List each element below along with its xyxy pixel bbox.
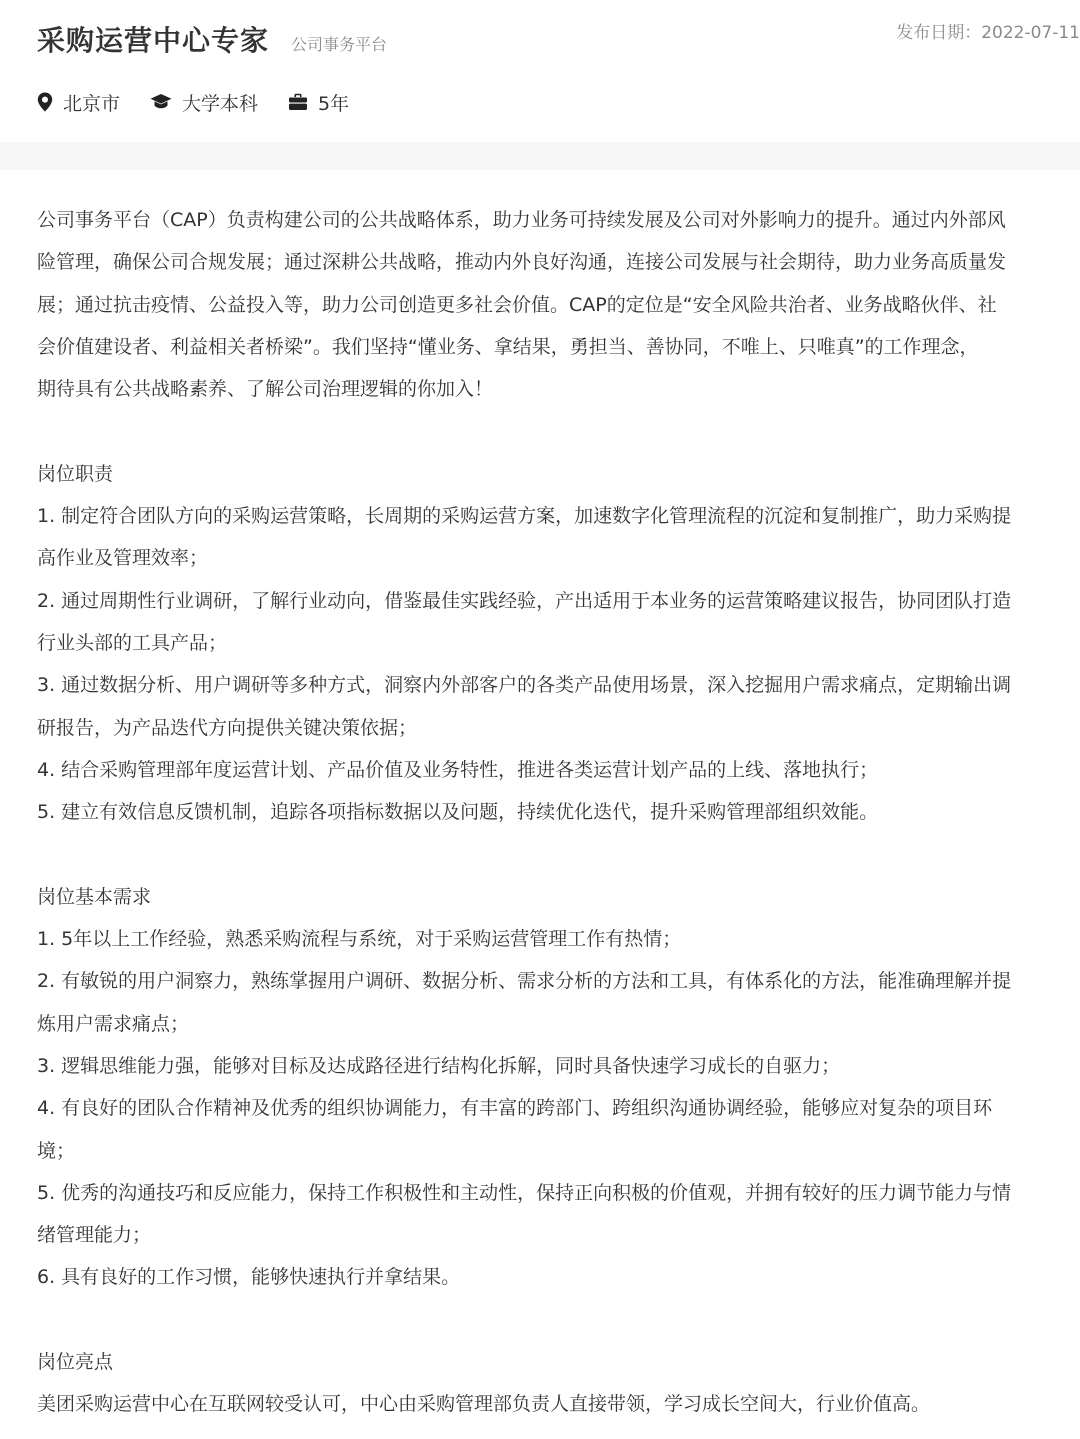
requirement-line: 1. 5年以上工作经验，熟悉采购流程与系统，对于采购运营管理工作有热情； <box>37 928 682 951</box>
intro-line: 展；通过抗击疫情、公益投入等，助力公司创造更多社会价值。CAP的定位是“安全风险共治者、业务战略伙伴、社 <box>37 293 997 316</box>
responsibility-line: 研报告，为产品迭代方向提供关键决策依据； <box>37 716 418 739</box>
section-heading: 岗位职责 <box>37 462 114 485</box>
section-heading: 岗位基本需求 <box>37 885 152 908</box>
requirement-line: 6. 具有良好的工作习惯，能够快速执行并拿结果。 <box>37 1266 461 1289</box>
section-divider <box>0 142 1080 170</box>
responsibility-line: 3. 通过数据分析、用户调研等多种方式，洞察内外部客户的各类产品使用场景，深入挖掘用户需求痛点，定期输出调 <box>37 674 1012 697</box>
section-heading: 岗位亮点 <box>37 1351 114 1374</box>
meta-location <box>37 89 120 116</box>
job-description <box>37 199 1049 1426</box>
spacer <box>37 410 1049 452</box>
requirement-line: 炼用户需求痛点； <box>37 1012 190 1035</box>
intro-line: 险管理，确保公司合规发展；通过深耕公共战略，推动内外良好沟通，连接公司发展与社会期待，助力业务高质量发 <box>37 251 1007 274</box>
responsibilities-section <box>37 453 1049 834</box>
responsibility-line: 4. 结合采购管理部年度运营计划、产品价值及业务特性，推进各类运营计划产品的上线、落地执行； <box>37 758 879 781</box>
meta-education <box>150 89 258 116</box>
department-label: 公司事务平台 <box>291 35 388 54</box>
responsibility-line: 高作业及管理效率； <box>37 547 209 570</box>
location-text: 北京市 <box>63 92 121 115</box>
intro-section <box>37 199 1049 410</box>
publish-date: 发布日期：2022-07-11 <box>896 23 1080 43</box>
job-title: 采购运营中心专家 <box>37 24 270 57</box>
intro-line: 会价值建设者、利益相关者桥梁”。我们坚持“懂业务、拿结果，勇担当、善协同，不唯上、只唯真”的工作理念， <box>37 335 979 358</box>
meta-experience <box>288 89 349 116</box>
map-pin-icon <box>37 92 53 112</box>
requirement-line: 绪管理能力； <box>37 1224 152 1247</box>
education-text: 大学本科 <box>182 92 259 115</box>
requirements-section <box>37 876 1049 1299</box>
intro-line: 公司事务平台（CAP）负责构建公司的公共战略体系，助力业务可持续发展及公司对外影响力的提升。通过内外部风 <box>37 209 1006 231</box>
responsibility-line: 行业头部的工具产品； <box>37 631 228 654</box>
requirement-line: 2. 有敏锐的用户洞察力，熟练掌握用户调研、数据分析、需求分析的方法和工具，有体系化的方法，能准确理解并提 <box>37 970 1012 993</box>
briefcase-icon <box>288 93 308 111</box>
spacer <box>37 833 1049 875</box>
job-meta-row <box>37 88 379 116</box>
requirement-line: 境； <box>37 1139 76 1162</box>
responsibility-line: 5. 建立有效信息反馈机制，追踪各项指标数据以及问题，持续优化迭代，提升采购管理部组织效能。 <box>37 801 879 824</box>
job-header <box>0 0 1080 142</box>
requirement-line: 5. 优秀的沟通技巧和反应能力，保持工作积极性和主动性，保持正向积极的价值观，并拥有较好的压力调节能力与情 <box>37 1181 1012 1204</box>
requirement-line: 3. 逻辑思维能力强，能够对目标及达成路径进行结构化拆解，同时具备快速学习成长的自驱力； <box>37 1054 841 1077</box>
highlights-section <box>37 1341 1049 1426</box>
experience-text: 5年 <box>318 92 350 115</box>
graduation-cap-icon <box>150 93 172 111</box>
spacer <box>37 1299 1049 1341</box>
responsibility-line: 2. 通过周期性行业调研，了解行业动向，借鉴最佳实践经验，产出适用于本业务的运营策略建议报告，协同团队打造 <box>37 589 1012 612</box>
highlight-line: 美团采购运营中心在互联网较受认可，中心由采购管理部负责人直接带领，学习成长空间大，行业价值高。 <box>37 1393 931 1416</box>
intro-line: 期待具有公共战略素养、了解公司治理逻辑的你加入！ <box>37 378 494 401</box>
requirement-line: 4. 有良好的团队合作精神及优秀的组织协调能力，有丰富的跨部门、跨组织沟通协调经验，能够应对复杂的项目环 <box>37 1097 993 1120</box>
responsibility-line: 1. 制定符合团队方向的采购运营策略，长周期的采购运营方案，加速数字化管理流程的沉淀和复制推广，助力采购提 <box>37 505 1012 528</box>
